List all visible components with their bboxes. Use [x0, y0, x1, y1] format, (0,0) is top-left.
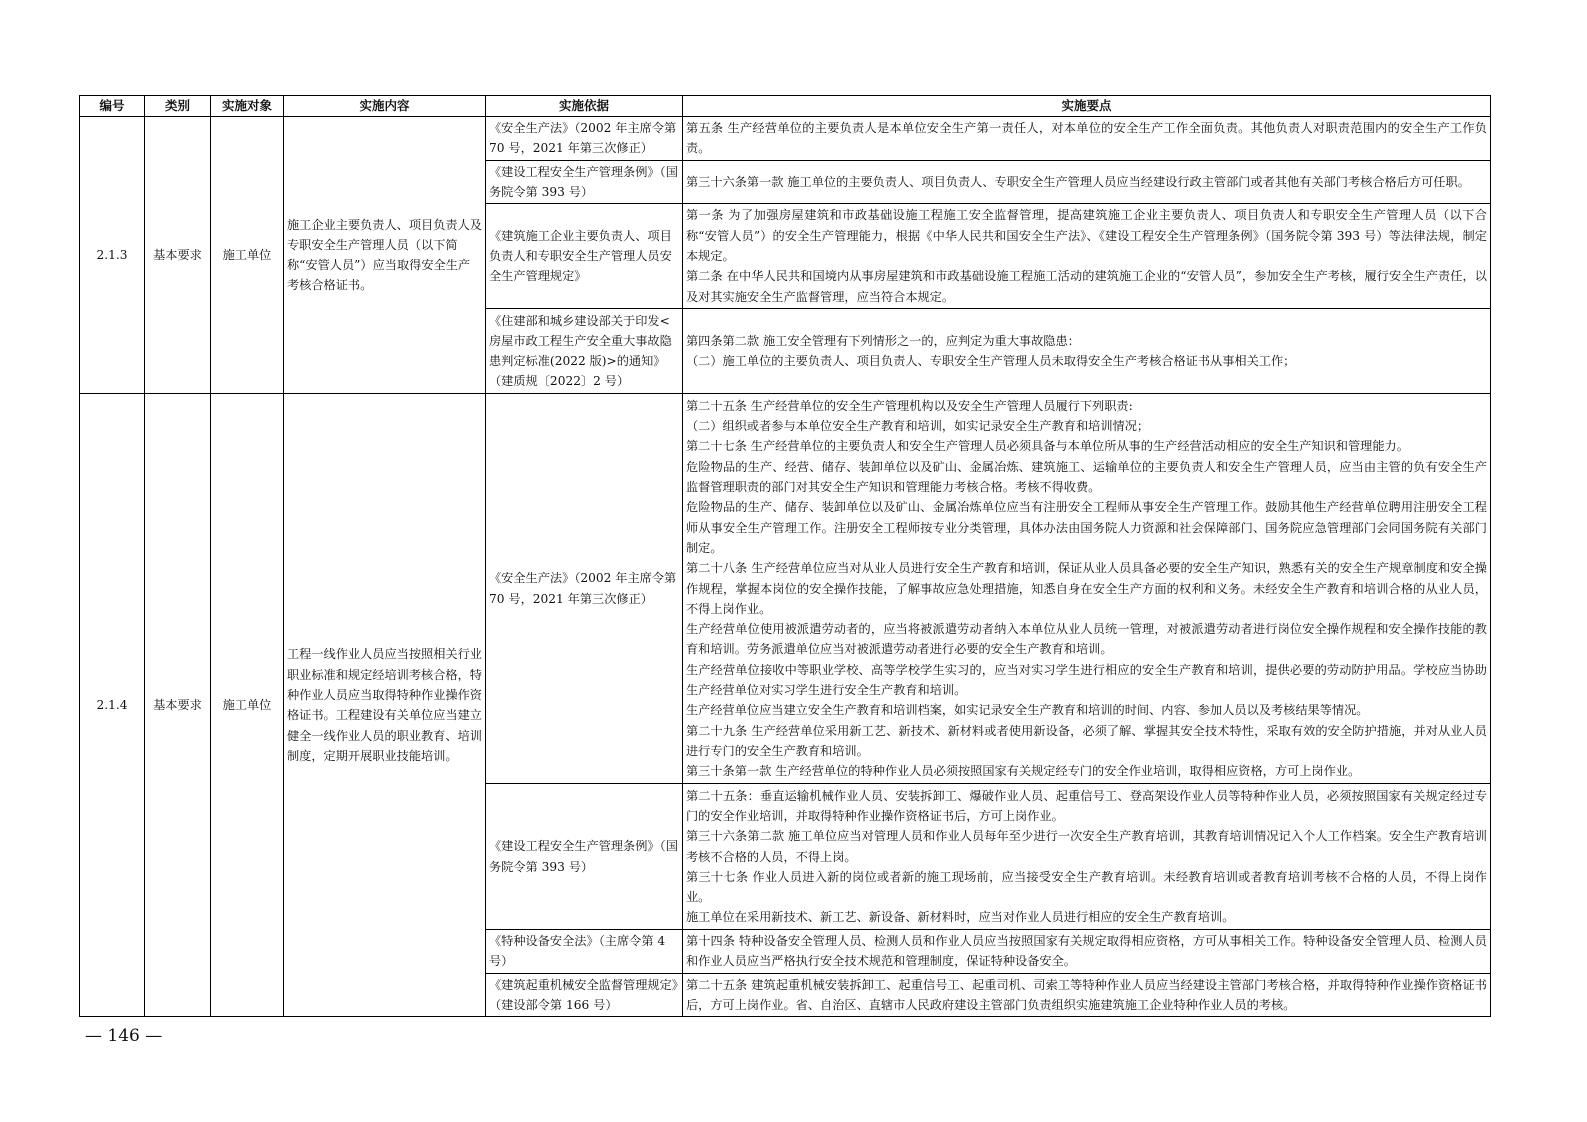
point-text: 第三十条第一款 生产经营单位的特种作业人员必须按照国家有关规定经专门的安全作业培训，取得相应资格，方可上岗作业。: [686, 764, 1361, 779]
table-row: [80, 117, 1491, 161]
point-text: 危险物品的生产、经营、储存、装卸单位以及矿山、金属冶炼、建筑施工、运输单位的主要负责人和安全生产管理人员，应当由主管的负有安全生产监督管理职责的部门对其安全生产知识和管理能力考核合格。考核不得收费。: [686, 459, 1487, 495]
basis-cell: 《建筑起重机械安全监督管理规定》（建设部令第 166 号）: [486, 973, 683, 1017]
header-content: 实施内容: [284, 96, 486, 117]
point-text: 第二十五条 建筑起重机械安装拆卸工、起重信号工、起重司机、司索工等特种作业人员应当经建设主管部门考核合格，并取得特种作业操作资格证书后，方可上岗作业。省、自治区、直辖市人民政府建设主管部门负责组织实施建筑施工企业特种作业人员的考核。: [686, 977, 1487, 1013]
basis-cell: 《建设工程安全生产管理条例》（国务院令第 393 号）: [486, 784, 683, 930]
points-cell: [683, 784, 1491, 930]
row-id: 2.1.3: [80, 117, 145, 394]
regulation-table: [79, 95, 1491, 1017]
points-cell: [683, 973, 1491, 1017]
points-cell: [683, 309, 1491, 394]
point-text: 第四条第二款 施工安全管理有下列情形之一的，应判定为重大事故隐患：: [686, 333, 1080, 348]
row-category: 基本要求: [145, 117, 211, 394]
header-basis: 实施依据: [486, 96, 683, 117]
point-text: 危险物品的生产、储存、装卸单位以及矿山、金属冶炼单位应当有注册安全工程师从事安全生产管理工作。鼓励其他生产经营单位聘用注册安全工程师从事安全生产管理工作。注册安全工程师按专业分类管理，具体办法由国务院人力资源和社会保障部门、国务院应急管理部门会同国务院有关部门制定。: [686, 500, 1487, 555]
basis-cell: 《住建部和城乡建设部关于印发<房屋市政工程生产安全重大事故隐患判定标准(2022 版)>的通知》（建质规〔2022〕2 号）: [486, 309, 683, 394]
basis-cell: 《特种设备安全法》（主席令第 4 号）: [486, 930, 683, 974]
row-object: 施工单位: [211, 117, 284, 394]
point-text: （二）施工单位的主要负责人、项目负责人、专职安全生产管理人员未取得安全生产考核合格证书从事相关工作；: [686, 354, 1296, 369]
table-header-row: [80, 96, 1491, 117]
row-object: 施工单位: [211, 394, 284, 1017]
header-id: 编号: [80, 96, 145, 117]
point-text: 第二条 在中华人民共和国境内从事房屋建筑和市政基础设施工程施工活动的建筑施工企业的“安管人员”，参加安全生产考核，履行安全生产责任，以及对其实施安全生产监督管理，应当符合本规定。: [686, 269, 1487, 304]
point-text: 生产经营单位应当建立安全生产教育和培训档案，如实记录安全生产教育和培训的时间、内容、参加人员以及考核结果等情况。: [686, 703, 1369, 718]
points-cell: [683, 930, 1491, 974]
basis-cell: 《建设工程安全生产管理条例》（国务院令第 393 号）: [486, 160, 683, 204]
points-cell: [683, 117, 1491, 161]
point-text: 生产经营单位接收中等职业学校、高等学校学生实习的，应当对实习学生进行相应的安全生产教育和培训，提供必要的劳动防护用品。学校应当协助生产经营单位对实习学生进行安全生产教育和培训。: [686, 662, 1487, 698]
point-text: 生产经营单位使用被派遣劳动者的，应当将被派遣劳动者纳入本单位从业人员统一管理，对被派遣劳动者进行岗位安全操作规程和安全操作技能的教育和培训。劳务派遣单位应当对被派遣劳动者进行必要的安全生产教育和培训。: [686, 622, 1487, 657]
header-points: 实施要点: [683, 96, 1491, 117]
point-text: 第三十六条第一款 施工单位的主要负责人、项目负责人、专职安全生产管理人员应当经建设行政主管部门或者其他有关部门考核合格后方可任职。: [686, 174, 1470, 189]
row-category: 基本要求: [145, 394, 211, 1017]
points-cell: [683, 204, 1491, 309]
header-category: 类别: [145, 96, 211, 117]
point-text: 第二十七条 生产经营单位的主要负责人和安全生产管理人员必须具备与本单位所从事的生产经营活动相应的安全生产知识和管理能力。: [686, 439, 1409, 454]
basis-cell: 《安全生产法》（2002 年主席令第 70 号，2021 年第三次修正）: [486, 117, 683, 161]
point-text: 第二十五条：垂直运输机械作业人员、安装拆卸工、爆破作业人员、起重信号工、登高架设作业人员等特种作业人员，必须按照国家有关规定经过专门的安全作业培训，并取得特种作业操作资格证书后，方可上岗作业。: [686, 788, 1487, 823]
table-row: [80, 394, 1491, 784]
point-text: 第一条 为了加强房屋建筑和市政基础设施工程施工安全监督管理，提高建筑施工企业主要负责人、项目负责人和专职安全生产管理人员（以下合称“安管人员”）的安全生产管理能力，根据《中华人民共和国安全生产法》、《建设工程安全生产管理条例》（国务院令第 393 号）等法律法规，制定本规定。: [686, 208, 1487, 264]
basis-cell: 《建筑施工企业主要负责人、项目负责人和专职安全生产管理人员安全生产管理规定》: [486, 204, 683, 309]
page-number: — 146 —: [85, 1026, 163, 1046]
point-text: 第二十五条 生产经营单位的安全生产管理机构以及安全生产管理人员履行下列职责:: [686, 398, 1133, 413]
point-text: 第二十八条 生产经营单位应当对从业人员进行安全生产教育和培训，保证从业人员具备必要的安全生产知识，熟悉有关的安全生产规章制度和安全操作规程，掌握本岗位的安全操作技能，了解事故应急处理措施，知悉自身在安全生产方面的权利和义务。未经安全生产教育和培训合格的从业人员，不得上岗作业。: [686, 561, 1487, 616]
header-object: 实施对象: [211, 96, 284, 117]
row-content: 工程一线作业人员应当按照相关行业职业标准和规定经培训考核合格，特种作业人员应当取得特种作业操作资格证书。工程建设有关单位应当建立健全一线作业人员的职业教育、培训制度，定期开展职业技能培训。: [284, 394, 486, 1017]
point-text: 施工单位在采用新技术、新工艺、新设备、新材料时，应当对作业人员进行相应的安全生产教育培训。: [686, 910, 1235, 925]
basis-cell: 《安全生产法》（2002 年主席令第 70 号，2021 年第三次修正）: [486, 394, 683, 784]
points-cell: [683, 160, 1491, 204]
row-content: 施工企业主要负责人、项目负责人及专职安全生产管理人员（以下简称“安管人员”）应当取得安全生产考核合格证书。: [284, 117, 486, 394]
row-id: 2.1.4: [80, 394, 145, 1017]
point-text: （二）组织或者参与本单位安全生产教育和培训，如实记录安全生产教育和培训情况；: [686, 419, 1150, 434]
point-text: 第五条 生产经营单位的主要负责人是本单位安全生产第一责任人，对本单位的安全生产工作全面负责。其他负责人对职责范围内的安全生产工作负责。: [686, 121, 1487, 156]
point-text: 第三十六条第二款 施工单位应当对管理人员和作业人员每年至少进行一次安全生产教育培训，其教育培训情况记入个人工作档案。安全生产教育培训考核不合格的人员，不得上岗。: [686, 829, 1487, 864]
point-text: 第三十七条 作业人员进入新的岗位或者新的施工现场前，应当接受安全生产教育培训。未经教育培训或者教育培训考核不合格的人员，不得上岗作业。: [686, 869, 1487, 905]
points-cell: [683, 394, 1491, 784]
point-text: 第十四条 特种设备安全管理人员、检测人员和作业人员应当按照国家有关规定取得相应资格，方可从事相关工作。特种设备安全管理人员、检测人员和作业人员应当严格执行安全技术规范和管理制度，保证特种设备安全。: [686, 934, 1487, 969]
point-text: 第二十九条 生产经营单位采用新工艺、新技术、新材料或者使用新设备，必须了解、掌握其安全技术特性，采取有效的安全防护措施，并对从业人员进行专门的安全生产教育和培训。: [686, 723, 1487, 758]
